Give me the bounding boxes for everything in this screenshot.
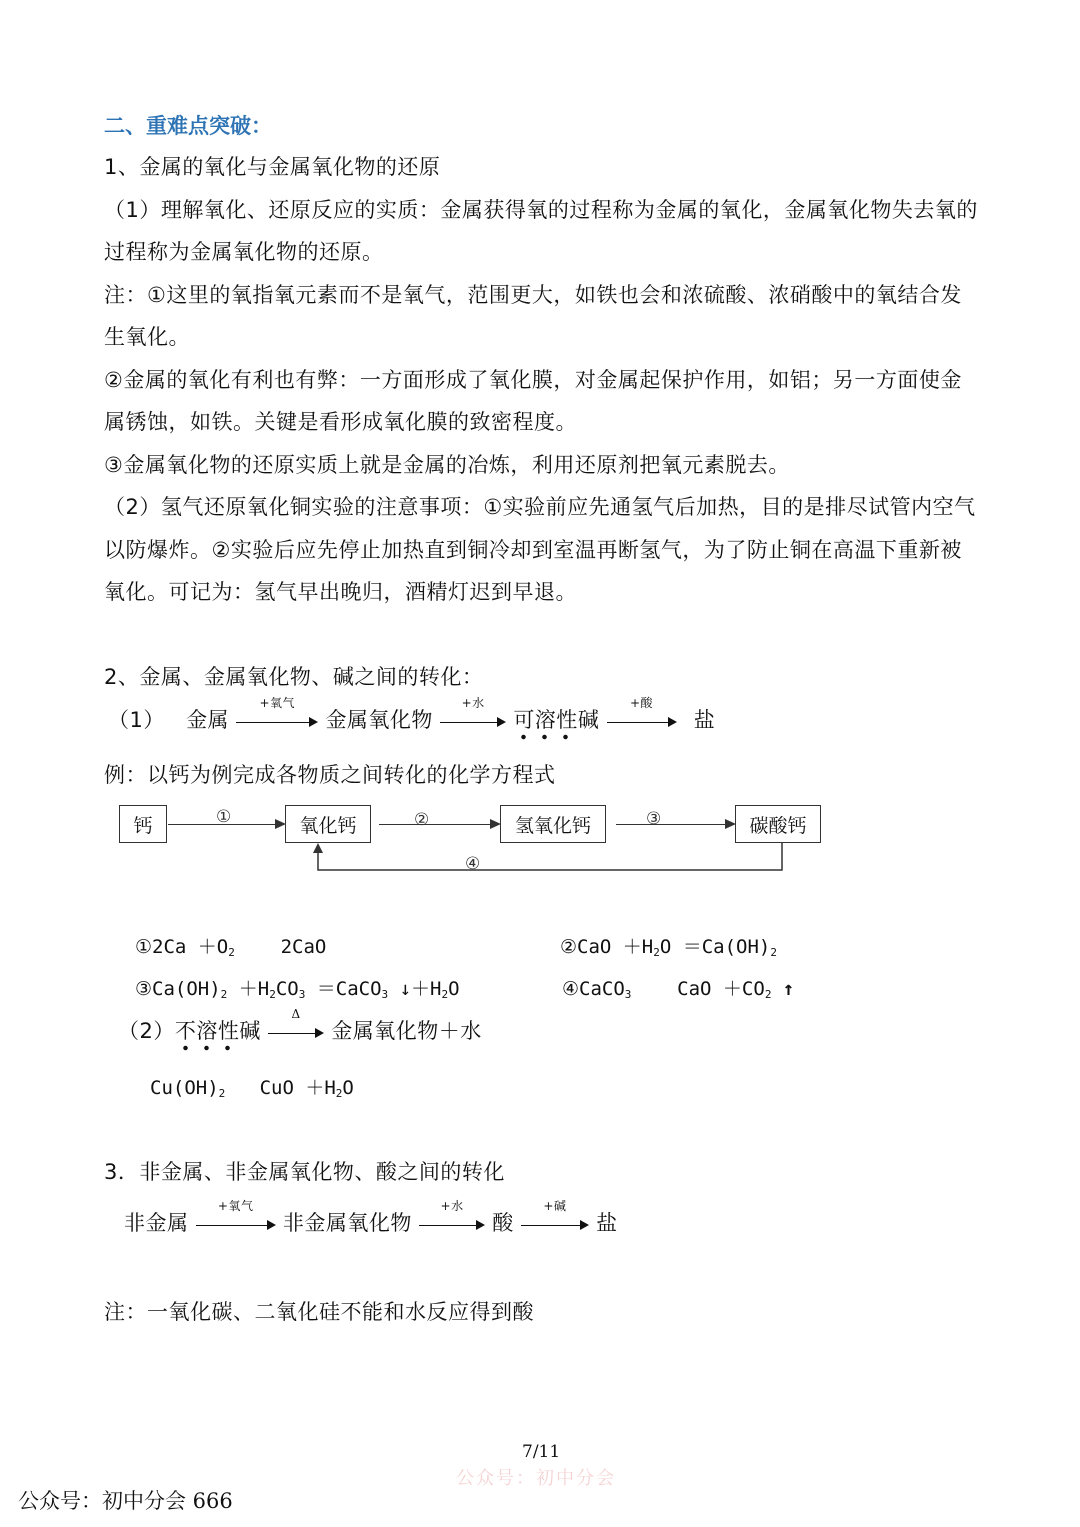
eq-sub: 2 <box>764 988 772 1001</box>
chain-soluble-base <box>513 708 599 740</box>
paragraph-2-line-3: 氧化。可记为：氢气早出晚归，酒精灯迟到早退。 <box>104 580 577 604</box>
emphasized-text: 不溶性 <box>175 1019 240 1051</box>
arrow-label: +氧气 <box>217 1199 254 1213</box>
chain-prefix: （1） <box>108 708 165 732</box>
chain-nonmetal-oxide: 非金属氧化物 <box>282 1211 412 1235</box>
emphasized-text: 可溶性 <box>513 708 578 740</box>
eq-part: ③Ca(OH) <box>135 978 221 1000</box>
flow-arrow-3 <box>616 824 734 825</box>
eq-part: Cu(OH) <box>150 1077 219 1099</box>
eq-sub: 3 <box>624 988 632 1001</box>
reaction-arrow-oxygen <box>196 1199 276 1236</box>
section-3-note: 注：一氧化碳、二氧化硅不能和水反应得到酸 <box>104 1300 534 1324</box>
base-text: 碱 <box>239 1019 261 1043</box>
arrow-label: +水 <box>461 696 485 710</box>
eq-part: ④CaCO <box>562 978 625 1000</box>
flow-return-arrow <box>300 840 800 876</box>
step-label-2: ② <box>414 810 430 830</box>
eq-sub: 3 <box>381 988 389 1001</box>
eq-part: ↑ <box>771 978 795 1000</box>
eq-part: ①2Ca ＋O <box>135 936 229 958</box>
reaction-arrow-water <box>419 1199 485 1236</box>
section-2-title: 2、金属、金属氧化物、碱之间的转化： <box>104 665 484 689</box>
box-calcium: 钙 <box>119 805 167 843</box>
eq-part: O ＝Ca(OH) <box>659 936 771 958</box>
eq-part: 2CaO <box>234 936 327 958</box>
note-1-line-2: 生氧化。 <box>104 325 190 349</box>
equation-2 <box>560 932 777 959</box>
conversion-chain-3 <box>124 1199 618 1238</box>
arrow-label: +氧气 <box>259 696 296 710</box>
section-heading: 二、重难点突破： <box>104 114 272 138</box>
equation-4 <box>562 974 794 1001</box>
reaction-arrow-base <box>521 1199 589 1236</box>
eq-sub: 2 <box>653 946 660 959</box>
reaction-arrow-water <box>440 696 506 733</box>
chain-acid: 酸 <box>492 1211 514 1235</box>
chain-salt: 盐 <box>596 1211 618 1235</box>
box-calcium-carbonate: 碳酸钙 <box>735 805 821 843</box>
paragraph-2-line-2: 以防爆炸。②实验后应先停止加热直到铜冷却到室温再断氢气，为了防止铜在高温下重新被 <box>104 538 962 562</box>
chain-metal: 金属 <box>186 708 230 732</box>
eq-part: ＋H <box>227 978 270 1000</box>
chain-nonmetal: 非金属 <box>124 1211 189 1235</box>
box-calcium-oxide: 氧化钙 <box>285 805 371 843</box>
note-3: ③金属氧化物的还原实质上就是金属的冶炼，利用还原剂把氧元素脱去。 <box>104 453 790 477</box>
section-3-title: 3．非金属、非金属氧化物、酸之间的转化 <box>104 1160 505 1184</box>
step-label-3: ③ <box>646 809 662 829</box>
chain-salt: 盐 <box>693 708 716 732</box>
eq-part: O <box>342 1077 354 1099</box>
chain-prefix: （2） <box>118 1019 175 1043</box>
step-label-4: ④ <box>465 854 481 874</box>
reaction-arrow-acid <box>607 696 677 733</box>
watermark: 公众号：初中分会 <box>456 1468 616 1489</box>
eq-part: O <box>448 978 460 1000</box>
chain-metal-oxide: 金属氧化物 <box>325 708 433 732</box>
reaction-arrow-heat <box>268 1007 324 1044</box>
eq-sub: 2 <box>335 1087 343 1100</box>
footer-credit: 公众号：初中分会 666 <box>18 1489 233 1513</box>
box-calcium-hydroxide: 氢氧化钙 <box>500 805 606 843</box>
eq-part: ＝CaCO <box>305 978 382 1000</box>
eq-sub: 2 <box>770 946 777 959</box>
paragraph-2-line-1: （2）氢气还原氧化铜实验的注意事项：①实验前应先通氢气后加热，目的是排尽试管内空气 <box>104 495 976 519</box>
step-label-1: ① <box>216 807 232 827</box>
reaction-arrow-oxygen <box>236 696 318 733</box>
eq-sub: 2 <box>218 1087 226 1100</box>
eq-sub: 2 <box>228 946 235 959</box>
eq-part: CuO ＋H <box>225 1077 336 1099</box>
eq-sub: 2 <box>441 988 449 1001</box>
eq-part: CaO ＋CO <box>631 978 765 1000</box>
eq-sub: 3 <box>298 988 306 1001</box>
paragraph-1-line-2: 过程称为金属氧化物的还原。 <box>104 240 384 264</box>
conversion-chain-1 <box>108 696 716 735</box>
eq-sub: 2 <box>220 988 228 1001</box>
note-2-line-1: ②金属的氧化有利也有弊：一方面形成了氧化膜，对金属起保护作用，如铝；另一方面使金 <box>104 368 962 392</box>
flow-arrow-2 <box>379 824 499 825</box>
equation-1 <box>135 932 326 959</box>
equation-3 <box>135 974 460 1001</box>
chain-insoluble-base <box>175 1019 261 1051</box>
note-1-line-1: 注：①这里的氧指氧元素而不是氧气，范围更大，如铁也会和浓硫酸、浓硝酸中的氧结合发 <box>104 283 962 307</box>
section-1-title: 1、金属的氧化与金属氧化物的还原 <box>104 155 441 179</box>
page-number: 7/11 <box>522 1442 561 1462</box>
paragraph-1-line-1: （1）理解氧化、还原反应的实质：金属获得氧的过程称为金属的氧化，金属氧化物失去氧的 <box>104 198 978 222</box>
arrow-label: +水 <box>440 1199 464 1213</box>
arrow-label: +酸 <box>629 696 654 710</box>
note-2-line-2: 属锈蚀，如铁。关键是看形成氧化膜的致密程度。 <box>104 410 577 434</box>
chain-products: 金属氧化物＋水 <box>331 1019 482 1043</box>
eq-part: ↓＋H <box>388 978 442 1000</box>
eq-part: CO <box>275 978 299 1000</box>
arrow-label: Δ <box>291 1007 301 1021</box>
eq-part: ②CaO ＋H <box>560 936 654 958</box>
conversion-chain-2 <box>118 1007 482 1046</box>
equation-5 <box>150 1073 354 1100</box>
base-text: 碱 <box>577 708 600 732</box>
example-line: 例：以钙为例完成各物质之间转化的化学方程式 <box>104 763 556 787</box>
arrow-label: +碱 <box>543 1199 567 1213</box>
eq-sub: 2 <box>269 988 276 1001</box>
